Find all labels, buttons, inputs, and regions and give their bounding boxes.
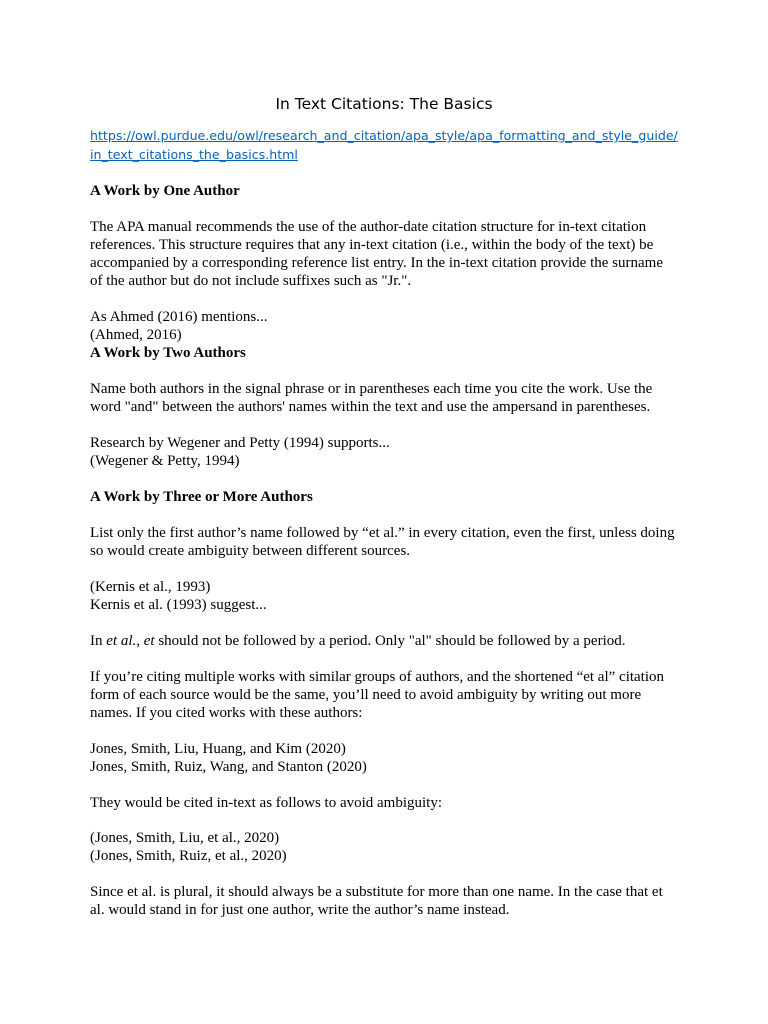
source-link-line-2[interactable]: in_text_citations_the_basics.html [90, 146, 298, 162]
page-title: In Text Citations: The Basics [275, 95, 493, 113]
cited-intro: They would be cited in-text as follows to avoid ambiguity: [90, 795, 443, 811]
three-authors-para-line: so would create ambiguity between different sources. [90, 543, 411, 559]
one-author-para-line: of the author but do not include suffixes such as "Jr.". [90, 273, 412, 289]
source-link-line-1[interactable]: https://owl.purdue.edu/owl/research_and_citation/apa_style/apa_formatting_and_style_guide/ [90, 128, 678, 143]
heading-one-author: A Work by One Author [90, 183, 240, 199]
one-author-example-narrative: As Ahmed (2016) mentions... [90, 309, 268, 325]
cited-example: (Jones, Smith, Liu, et al., 2020) [90, 830, 280, 846]
heading-two-authors: A Work by Two Authors [90, 345, 246, 361]
one-author-para-line: The APA manual recommends the use of the author-date citation structure for in-text citation [90, 219, 647, 235]
source-link[interactable] [90, 127, 690, 164]
multiple-works-para-line: form of each source would be the same, you’ll need to avoid ambiguity by writing out more [90, 687, 642, 703]
cited-example: (Jones, Smith, Ruiz, et al., 2020) [90, 848, 287, 864]
two-authors-example-narrative: Research by Wegener and Petty (1994) supports... [90, 435, 390, 451]
two-authors-para-line: word "and" between the authors' names within the text and use the ampersand in parentheses. [90, 399, 651, 415]
author-list-entry: Jones, Smith, Ruiz, Wang, and Stanton (2020) [90, 759, 367, 775]
etal-note-italic: et [143, 633, 155, 649]
etal-note-text: In [90, 633, 107, 649]
three-authors-example-narrative: Kernis et al. (1993) suggest... [90, 597, 267, 613]
multiple-works-para-line: If you’re citing multiple works with similar groups of authors, and the shortened “et al” citation [90, 669, 665, 685]
etal-note-italic: et al. [106, 633, 137, 649]
plural-note-line: Since et al. is plural, it should always be a substitute for more than one name. In the case that et [90, 884, 663, 900]
one-author-example-parenthetical: (Ahmed, 2016) [90, 327, 182, 343]
etal-period-note [90, 632, 626, 650]
one-author-para-line: accompanied by a corresponding reference list entry. In the in-text citation provide the surname [90, 255, 663, 271]
plural-note-line: al. would stand in for just one author, write the author’s name instead. [90, 902, 510, 918]
two-authors-example-parenthetical: (Wegener & Petty, 1994) [90, 453, 240, 469]
author-list-entry: Jones, Smith, Liu, Huang, and Kim (2020) [90, 741, 346, 757]
etal-note-text: , [136, 633, 144, 649]
heading-three-authors: A Work by Three or More Authors [90, 489, 313, 505]
etal-note-text: should not be followed by a period. Only "al" should be followed by a period. [154, 633, 626, 649]
one-author-para-line: references. This structure requires that any in-text citation (i.e., within the body of the text) be [90, 237, 654, 253]
three-authors-example-parenthetical: (Kernis et al., 1993) [90, 579, 211, 595]
multiple-works-para-line: names. If you cited works with these authors: [90, 705, 363, 721]
three-authors-para-line: List only the first author’s name followed by “et al.” in every citation, even the first, unless doing [90, 525, 675, 541]
two-authors-para-line: Name both authors in the signal phrase or in parentheses each time you cite the work. Use the [90, 381, 653, 397]
